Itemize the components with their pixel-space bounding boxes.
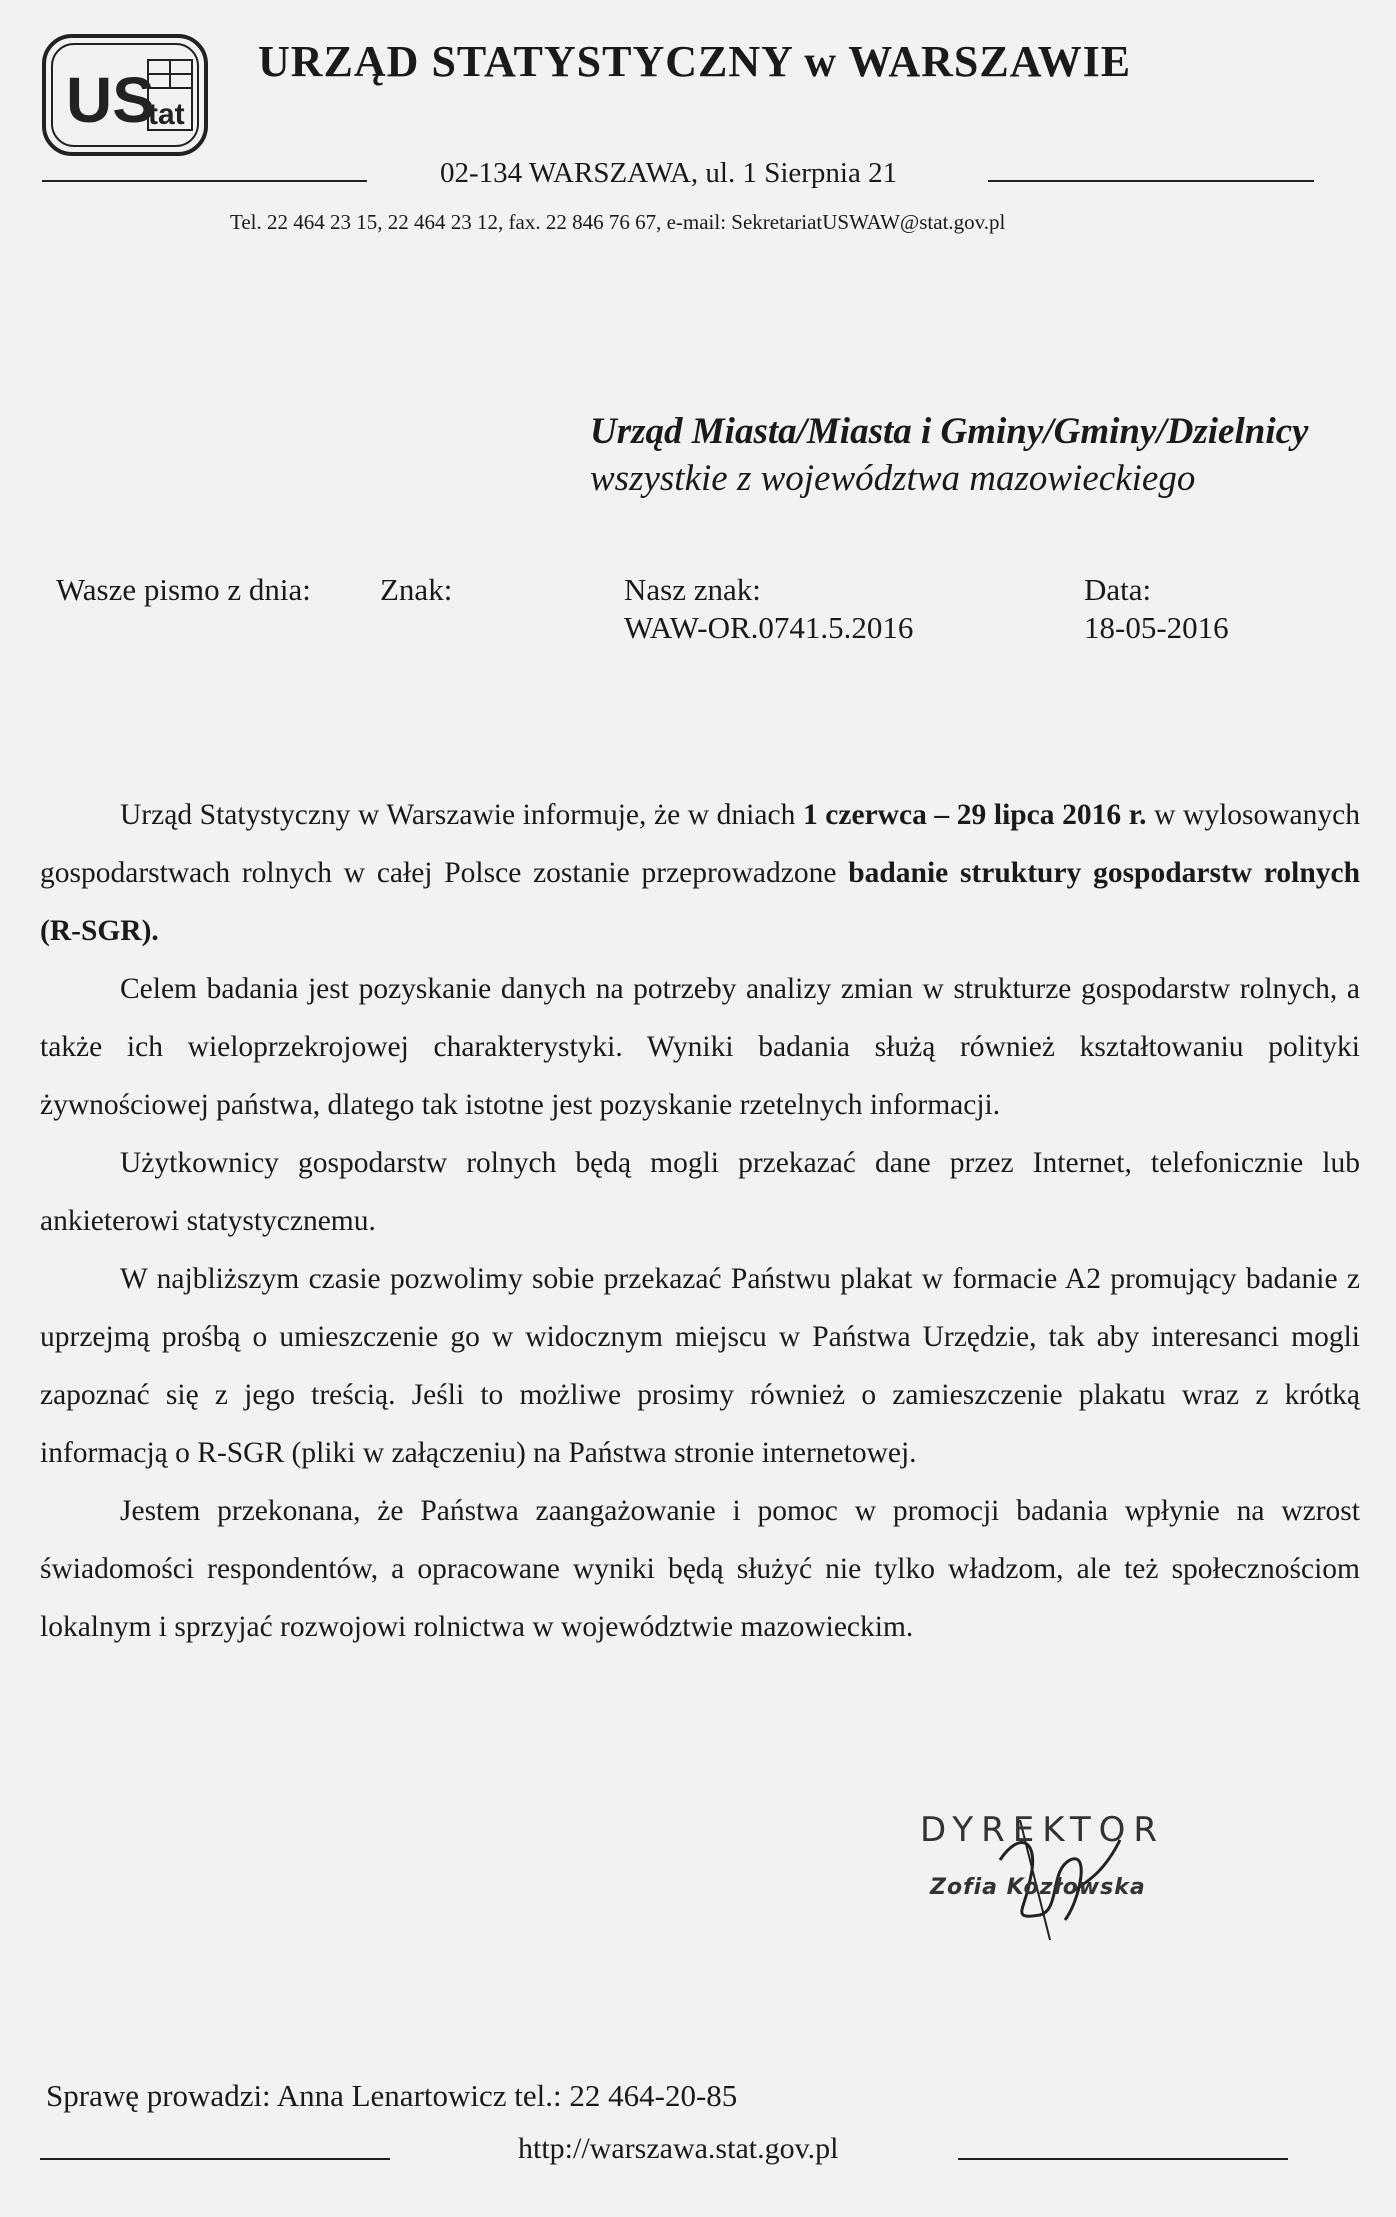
org-title: URZĄD STATYSTYCZNY w WARSZAWIE (258, 37, 1132, 86)
p1-text-c: w wylosowanych gospodarstwach rolnych w całej Polsce zostanie przeprowadzone (40, 799, 1360, 889)
footer-contact: Sprawę prowadzi: Anna Lenartowicz tel.: 22 464-20-85 (46, 2078, 738, 2113)
paragraph-1 (40, 786, 1360, 960)
paragraph-5: Jestem przekonana, że Państwa zaangażowanie i pomoc w promocji badania wpłynie na wzrost świadomości respondentów, a opracowane wyniki będą służyć nie tylko władzom, ale też społecznościom lokalnym i sprzyjać rozwojowi rolnictwa w województwie mazowieckim. (40, 1495, 1360, 1643)
your-letter-label: Wasze pismo z dnia: (56, 572, 311, 607)
date-label: Data: (1084, 572, 1152, 607)
ustat-logo (40, 30, 210, 160)
footer-url[interactable]: http://warszawa.stat.gov.pl (518, 2132, 839, 2165)
recipient-line-1: Urząd Miasta/Miasta i Gminy/Gminy/Dzielnicy (590, 411, 1309, 452)
paragraph-2: Celem badania jest pozyskanie danych na potrzeby analizy zmian w strukturze gospodarstw rolnych, a także ich wieloprzekrojowej charakterystyki. Wyniki badania służą również kształtowaniu polityki żywnościowej państwa, dlatego tak istotne jest pozyskanie rzetelnych informacji. (40, 973, 1360, 1121)
signature-name: Zofia Kozłowska (930, 1875, 1146, 1900)
org-address: 02-134 WARSZAWA, ul. 1 Sierpnia 21 (440, 157, 898, 189)
paragraph-3: Użytkownicy gospodarstw rolnych będą mogli przekazać dane przez Internet, telefonicznie lub ankieterowi statystycznemu. (40, 1147, 1360, 1237)
p1-text-a: Urząd Statystyczny w Warszawie informuje, że w dniach (120, 799, 803, 831)
paragraph-4: W najbliższym czasie pozwolimy sobie przekazać Państwu plakat w formacie A2 promujący badanie z uprzejmą prośbą o umieszczenie go w widocznym miejscu w Państwa Urzędzie, tak aby interesanci mogli zapoznać się z jego treścią. Jeśli to możliwe prosimy również o zamieszczenie plakatu wraz z krótką informacją o R-SGR (pliki w załączeniu) na Państwa stronie internetowej. (40, 1263, 1360, 1469)
p1-dates: 1 czerwca – 29 lipca 2016 r. (802, 799, 1147, 831)
p1-survey-name: badanie struktury gospodarstw rolnych (R-SGR). (40, 857, 1361, 947)
date-value: 18-05-2016 (1084, 610, 1229, 645)
svg-text:US: US (66, 64, 155, 136)
header-rule-left (42, 180, 367, 182)
signature-title: DYREKTOR (920, 1810, 1166, 1850)
header-rule-right (988, 180, 1314, 182)
letter-body (40, 786, 1360, 1656)
recipient-line-2: wszystkie z województwa mazowieckiego (590, 458, 1196, 499)
our-sign-label: Nasz znak: (624, 572, 761, 607)
our-sign-value: WAW-OR.0741.5.2016 (624, 610, 914, 645)
recipient-block (590, 410, 1308, 500)
svg-text:tat: tat (148, 98, 185, 131)
sign-label: Znak: (380, 572, 453, 607)
footer-rule-left (40, 2158, 390, 2160)
org-contact: Tel. 22 464 23 15, 22 464 23 12, fax. 22 846 76 67, e-mail: SekretariatUSWAW@stat.gov.pl (230, 210, 1006, 234)
footer-rule-right (958, 2158, 1288, 2160)
